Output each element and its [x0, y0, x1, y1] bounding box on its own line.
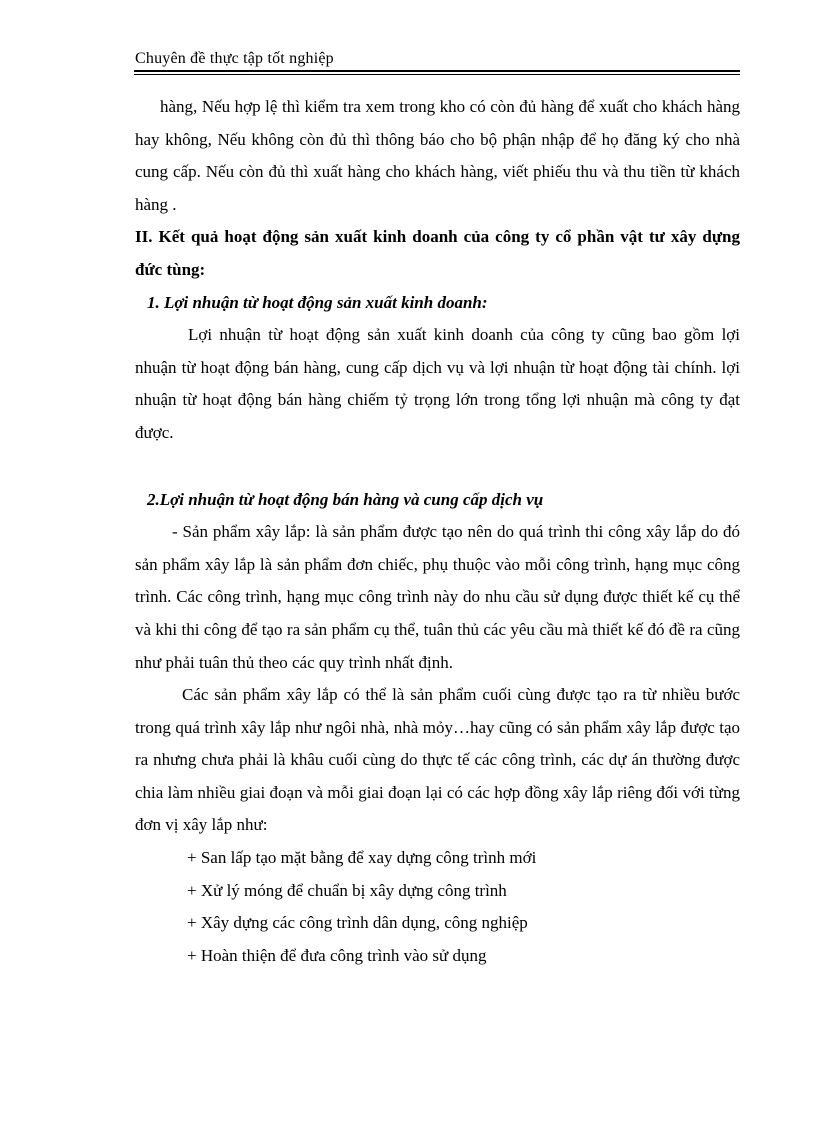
header-rule-thin: [134, 74, 740, 75]
paragraph-construction-product: - Sản phẩm xây lắp: là sản phẩm được tạo nên do quá trình thi công xây lắp do đó sản phẩm xây lắp là sản phẩm đơn chiếc, phụ thuộc vào mỗi công trình, hạng mục công trình. Các công trình, hạng mục công trình này do nhu cầu sử dụng được thiết kế cụ thể và khi thi công để tạo ra sản phẩm cụ thể, tuân thủ các yêu cầu mà thiết kế đó đề ra cũng như phải tuân thủ theo các quy trình nhất định.: [135, 522, 740, 672]
paragraph-construction-stages: Các sản phẩm xây lắp có thể là sản phẩm cuối cùng được tạo ra từ nhiều bước trong quá trình xây lắp như ngôi nhà, nhà mỏy…hay cũng có sản phẩm xây lắp được tạo ra nhưng chưa phải là khâu cuối cùng do thực tế các công trình, các dự án thường được chia làm nhiều giai đoạn và mỗi giai đoạn lại có các hợp đồng xây lắp riêng đối với từng đơn vị xây lắp như:: [135, 685, 740, 835]
paragraph-order-process: hàng, Nếu hợp lệ thì kiểm tra xem trong kho có còn đủ hàng để xuất cho khách hàng hay không, Nếu không còn đủ thì thông báo cho bộ phận nhập để họ đăng ký cho nhà cung cấp. Nếu còn đủ thì xuất hàng cho khách hàng, viết phiếu thu và thu tiền từ khách hàng .: [135, 97, 740, 214]
list-item: + San lấp tạo mặt bằng để xay dựng công trình mới: [187, 848, 537, 868]
page-header-title: Chuyên đề thực tập tốt nghiệp: [135, 50, 334, 67]
subheading-2: 2.Lợi nhuận từ hoạt động bán hàng và cung cấp dịch vụ: [147, 489, 544, 509]
subheading-1: 1. Lợi nhuận từ hoạt động sản xuất kinh doanh:: [147, 292, 488, 312]
header-rule-thick: [134, 70, 740, 72]
paragraph-profit-overview: Lợi nhuận từ hoạt động sản xuất kinh doanh của công ty cũng bao gồm lợi nhuận từ hoạt động bán hàng, cung cấp dịch vụ và lợi nhuận từ hoạt động tài chính. lợi nhuận từ hoạt động bán hàng chiếm tỷ trọng lớn trong tổng lợi nhuận mà công ty đạt được.: [135, 325, 740, 442]
list-item: + Xây dựng các công trình dân dụng, công nghiệp: [187, 913, 528, 933]
list-item: + Xử lý móng để chuẩn bị xây dựng công trình: [187, 880, 507, 900]
document-body: [135, 91, 740, 972]
list-item: + Hoàn thiện để đưa công trình vào sử dụng: [187, 945, 487, 965]
section-heading-2: II. Kết quả hoạt động sản xuất kinh doanh của công ty cổ phần vật tư xây dựng đức tùng:: [135, 227, 740, 279]
